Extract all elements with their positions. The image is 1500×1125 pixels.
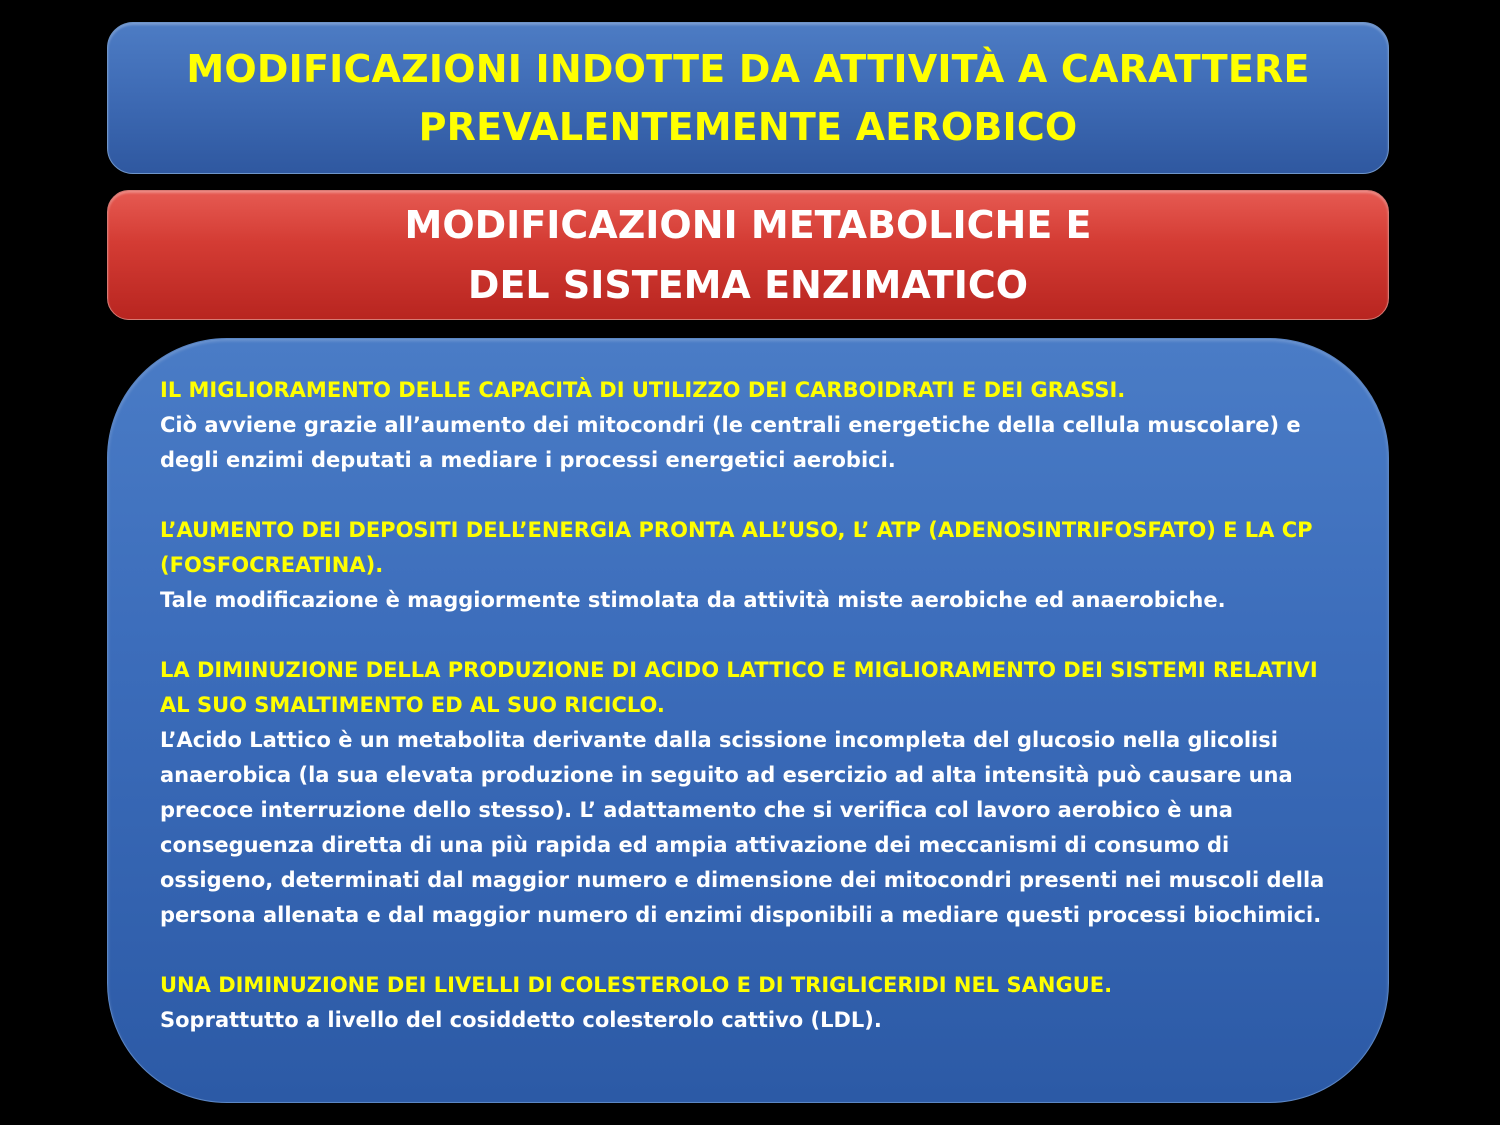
subtitle-line-1: MODIFICAZIONI METABOLICHE E [404, 203, 1092, 247]
section-lactic-acid [160, 653, 1348, 933]
section-heading: LA DIMINUZIONE DELLA PRODUZIONE DI ACIDO LATTICO E MIGLIORAMENTO DEI SISTEMI RELATIVI AL SUO SMALTIMENTO ED AL SUO RICICLO. [160, 658, 1318, 717]
section-body: Soprattutto a livello del cosiddetto colesterolo cattivo (LDL). [160, 1008, 882, 1032]
section-atp-cp [160, 513, 1348, 618]
section-carbohydrates-fats [160, 373, 1348, 478]
section-cholesterol [160, 968, 1348, 1038]
section-heading: L’AUMENTO DEI DEPOSITI DELL’ENERGIA PRONTA ALL’USO, L’ ATP (ADENOSINTRIFOSFATO) E LA CP (FOSFOCREATINA). [160, 518, 1313, 577]
subtitle-line-2: DEL SISTEMA ENZIMATICO [467, 263, 1029, 307]
title-line-1: MODIFICAZIONI INDOTTE DA ATTIVITÀ A CARATTERE [186, 47, 1310, 91]
title-line-2: PREVALENTEMENTE AEROBICO [418, 105, 1078, 149]
content-panel [107, 338, 1389, 1103]
section-heading: UNA DIMINUZIONE DEI LIVELLI DI COLESTEROLO E DI TRIGLICERIDI NEL SANGUE. [160, 973, 1113, 997]
section-heading: IL MIGLIORAMENTO DELLE CAPACITÀ DI UTILIZZO DEI CARBOIDRATI E DEI GRASSI. [160, 378, 1126, 402]
section-body: Ciò avviene grazie all’aumento dei mitocondri (le centrali energetiche della cellula muscolare) e degli enzimi deputati a mediare i processi energetici aerobici. [160, 413, 1301, 472]
section-body: L’Acido Lattico è un metabolita derivante dalla scissione incompleta del glucosio nella glicolisi anaerobica (la sua elevata produzione in seguito ad esercizio ad alta intensità può causare una precoce interruzione dello stesso). L’ adattamento che si verifica col lavoro aerobico è una conseguenza diretta di una più rapida ed ampia attivazione dei meccanismi di consumo di ossigeno, determinati dal maggior numero e dimensione dei mitocondri presenti nei muscoli della persona allenata e dal maggior numero di enzimi disponibili a mediare questi processi biochimici. [160, 728, 1325, 927]
section-body: Tale modificazione è maggiormente stimolata da attività miste aerobiche ed anaerobiche. [160, 588, 1226, 612]
title-banner [107, 22, 1389, 174]
subtitle-banner [107, 190, 1389, 320]
